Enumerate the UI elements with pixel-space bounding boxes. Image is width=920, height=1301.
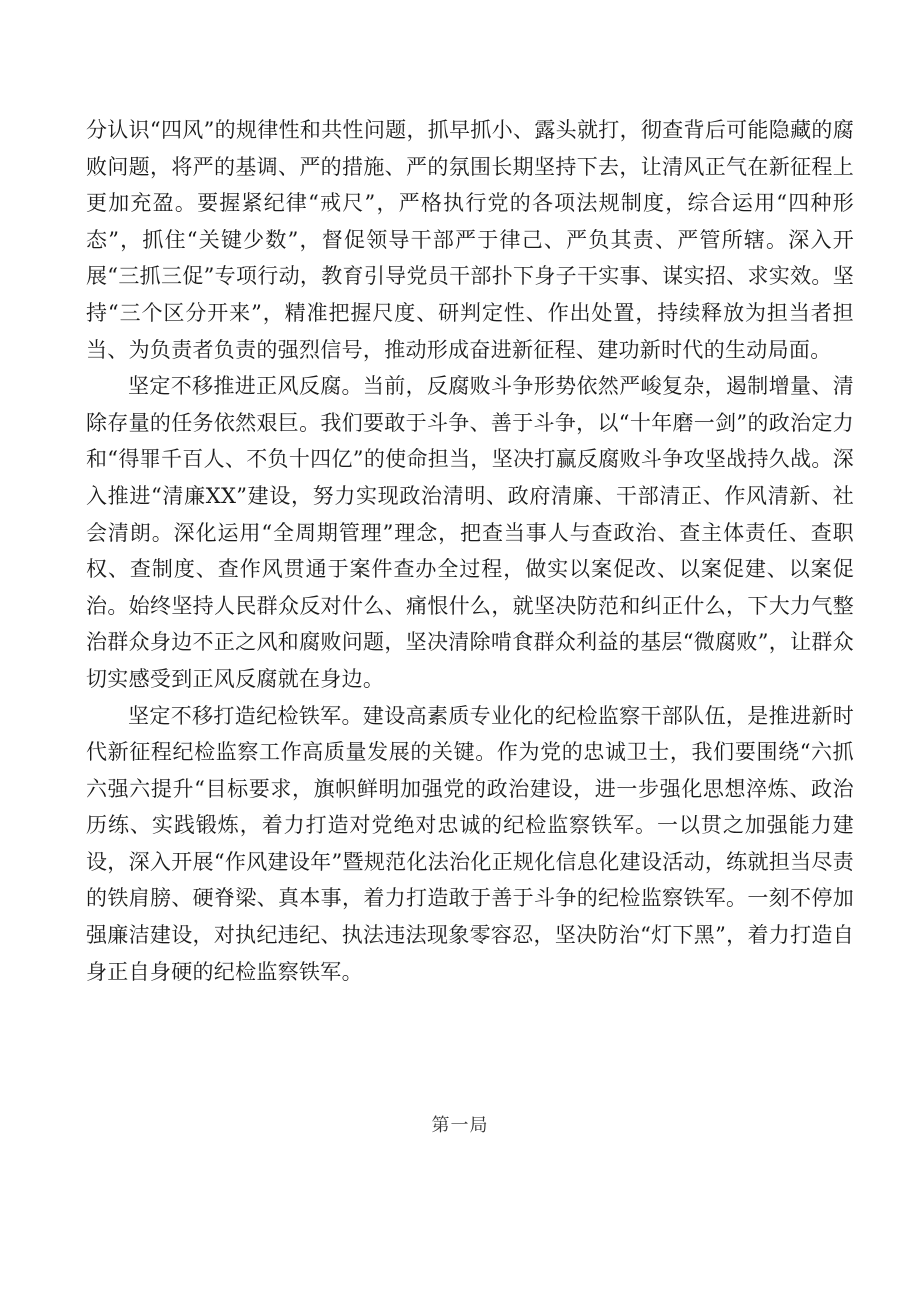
page-footer: 第一局 bbox=[431, 1115, 489, 1136]
paragraph-discipline-team: 坚定不移打造纪检铁军。建设高素质专业化的纪检监察干部队伍，是推进新时代新征程纪检监察工作高质量发展的关键。作为党的忠诚卫士，我们要围绕“六抓六强六提升“目标要求，旗帜鲜明加强党的政治建设，进一步强化思想淬炼、政治历练、实践锻炼，着力打造对党绝对忠诚的纪检监察铁军。一以贯之加强能力建设，深入开展“作风建设年”暨规范化法治化正规化信息化建设活动，练就担当尽责的铁肩膀、硬脊梁、真本事，着力打造敢于善于斗争的纪检监察铁军。一刻不停加强廉洁建设，对执纪违纪、执法违法现象零容忍，坚决防治“灯下黑”，着力打造自身正自身硬的纪检监察铁军。 bbox=[86, 703, 854, 984]
document-body bbox=[86, 112, 854, 990]
paragraph-anti-corruption: 坚定不移推进正风反腐。当前，反腐败斗争形势依然严峻复杂，遏制增量、清除存量的任务依然艰巨。我们要敢于斗争、善于斗争，以“十年磨一剑”的政治定力和“得罪千百人、不负十四亿”的使命担当，坚决打赢反腐败斗争攻坚战持久战。深入推进“清廉XX”建设，努力实现政治清明、政府清廉、干部清正、作风清新、社会清朗。深化运用“全周期管理”理念，把查当事人与查政治、查主体责任、查职权、查制度、查作风贯通于案件查办全过程，做实以案促改、以案促建、以案促治。始终坚持人民群众反对什么、痛恨什么，就坚决防范和纠正什么，下大力气整治群众身边不正之风和腐败问题，坚决清除啃食群众利益的基层“微腐败”，让群众切实感受到正风反腐就在身边。 bbox=[86, 374, 854, 691]
paragraph-continuation: 分认识“四风”的规律性和共性问题，抓早抓小、露头就打，彻查背后可能隐藏的腐败问题，将严的基调、严的措施、严的氛围长期坚持下去，让清风正气在新征程上更加充盈。要握紧纪律“戒尺”，严格执行党的各项法规制度，综合运用“四种形态”，抓住“关键少数”，督促领导干部严于律己、严负其责、严管所辖。深入开展“三抓三促”专项行动，教育引导党员干部扑下身子干实事、谋实招、求实效。坚持“三个区分开来”，精准把握尺度、研判定性、作出处置，持续释放为担当者担当、为负责者负责的强烈信号，推动形成奋进新征程、建功新时代的生动局面。 bbox=[86, 118, 854, 362]
